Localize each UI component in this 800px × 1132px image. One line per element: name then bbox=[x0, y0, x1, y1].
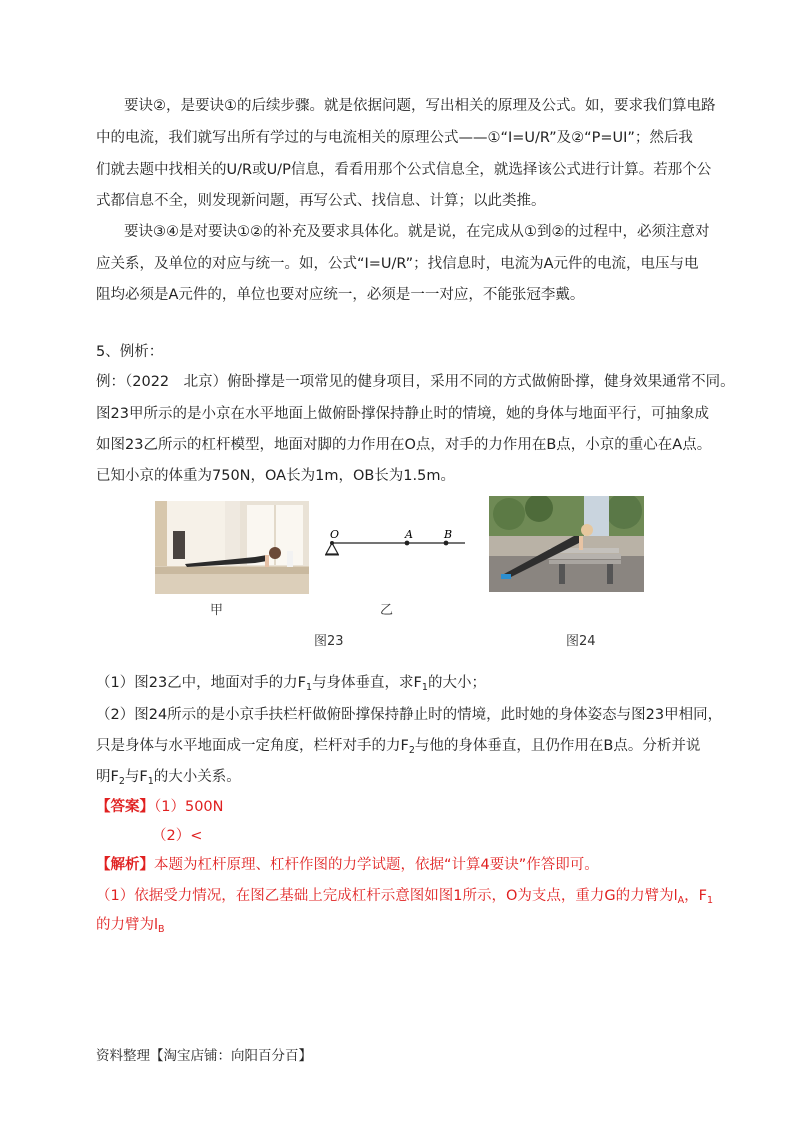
analysis-tag: 【解析】 bbox=[96, 857, 154, 873]
paragraph-line: 式都信息不全，则发现新问题，再写公式、找信息、计算；以此类推。 bbox=[96, 193, 546, 209]
question-2-line: 只是身体与水平地面成一定角度，栏杆对手的力$F_2$与他的身体垂直，且仍作用在B点。分析并说 bbox=[96, 738, 701, 756]
footer-note: 资料整理【淘宝店铺：向阳百分百】 bbox=[96, 1048, 312, 1064]
point-o-label: O bbox=[330, 528, 340, 541]
point-a-label: A bbox=[405, 528, 413, 541]
section-title: 5、例析： bbox=[96, 344, 164, 360]
question-1: （1）图23乙中，地面对手的力$F_1$与身体垂直，求$F_1$的大小； bbox=[96, 675, 486, 693]
question-2-line: 明$F_2$与$F_1$的大小关系。 bbox=[96, 769, 241, 787]
example-line: 图23甲所示的是小京在水平地面上做俯卧撑保持静止时的情境，她的身体与地面平行，可抽象成 bbox=[96, 406, 709, 422]
example-line: 例：（2022 北京）俯卧撑是一项常见的健身项目，采用不同的方式做俯卧撑，健身效果通常不同。 bbox=[96, 374, 735, 390]
lever-diagram bbox=[322, 525, 472, 565]
answer-line: 【答案】（1）500N bbox=[96, 799, 224, 815]
paragraph-line: 要诀②，是要诀①的后续步骤。就是依据问题，写出相关的原理及公式。如，要求我们算电路 bbox=[124, 98, 716, 114]
answer-tag: 【答案】 bbox=[96, 799, 154, 815]
example-line: 如图23乙所示的杠杆模型，地面对脚的力作用在O点，对手的力作用在B点，小京的重心在A点。 bbox=[96, 437, 712, 453]
pushup-bench-photo bbox=[489, 496, 644, 592]
figure-label-yi: 乙 bbox=[380, 603, 394, 618]
analysis-line: 【解析】本题为杠杆原理、杠杆作图的力学试题，依据“计算4要诀”作答即可。 bbox=[96, 857, 599, 873]
example-line: 已知小京的体重为750N，OA长为1m，OB长为1.5m。 bbox=[96, 468, 455, 484]
analysis-line: 的力臂为$l_B$ bbox=[96, 917, 165, 935]
paragraph-line: 中的电流，我们就写出所有学过的与电流相关的原理公式——①“I=U/R”及②“P=UI”；然后我 bbox=[96, 130, 693, 146]
paragraph-line: 们就去题中找相关的U/R或U/P信息，看看用那个公式信息全，就选择该公式进行计算。若那个公 bbox=[96, 162, 712, 178]
figure-24-caption: 图24 bbox=[566, 634, 596, 649]
question-2-line: （2）图24所示的是小京手扶栏杆做俯卧撑保持静止时的情境，此时她的身体姿态与图23甲相同， bbox=[96, 707, 723, 723]
paragraph-line: 要诀③④是对要诀①②的补充及要求具体化。就是说，在完成从①到②的过程中，必须注意对 bbox=[124, 224, 710, 240]
analysis-line: （1）依据受力情况，在图乙基础上完成杠杆示意图如图1所示，O为支点，重力G的力臂为$l_A$，$F_1$ bbox=[96, 888, 714, 906]
figure-label-jia: 甲 bbox=[210, 603, 224, 618]
paragraph-line: 应关系，及单位的对应与统一。如，公式“I=U/R”；找信息时，电流为A元件的电流，电压与电 bbox=[96, 256, 699, 272]
pushup-floor-photo bbox=[155, 501, 309, 594]
figure-23-caption: 图23 bbox=[314, 634, 344, 649]
answer-line-2: （2）< bbox=[152, 828, 203, 844]
paragraph-line: 阻均必须是A元件的，单位也要对应统一，必须是一一对应，不能张冠李戴。 bbox=[96, 287, 585, 303]
point-b-label: B bbox=[444, 528, 453, 541]
